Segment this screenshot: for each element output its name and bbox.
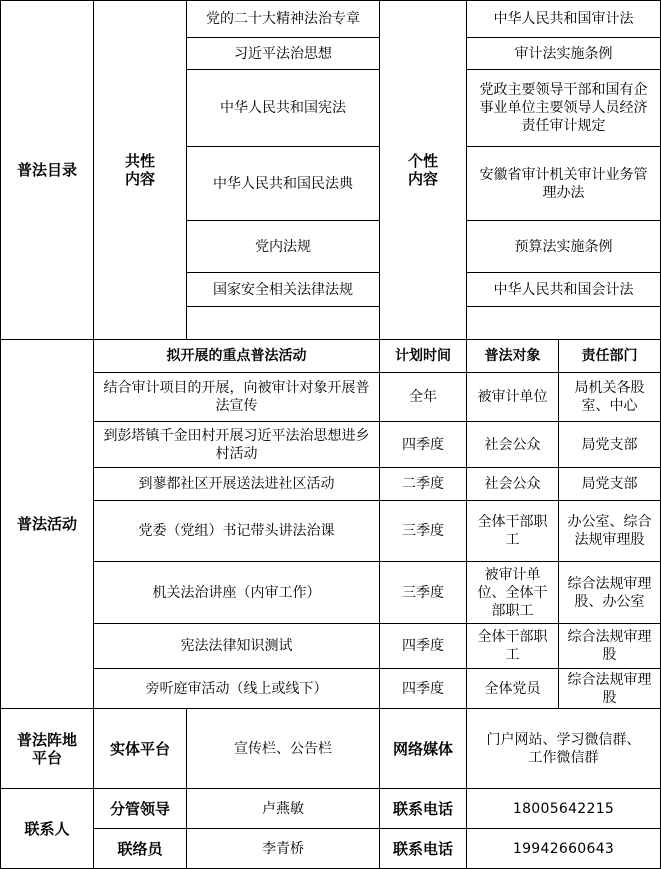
activity-cell: 宪法法律知识测试 [93, 623, 380, 669]
special-item: 预算法实施条例 [466, 220, 661, 273]
target-cell: 社会公众 [466, 421, 559, 468]
activity-cell: 结合审计项目的开展，向被审计对象开展普法宣传 [93, 372, 380, 422]
special-item-empty [466, 306, 661, 340]
section-label-activities: 普法活动 [0, 339, 94, 709]
liaison-phone-label: 联系电话 [379, 828, 467, 869]
department-cell: 综合法规审理股、办公室 [558, 561, 661, 624]
time-cell: 二季度 [379, 467, 467, 501]
time-cell: 四季度 [379, 668, 467, 709]
activity-cell: 到彭塔镇千金田村开展习近平法治思想进乡村活动 [93, 421, 380, 468]
common-item: 习近平法治思想 [186, 37, 380, 70]
time-header: 计划时间 [379, 339, 467, 373]
section-label-catalog: 普法目录 [0, 0, 94, 340]
common-item: 中华人民共和国民法典 [186, 146, 380, 221]
activity-cell: 到蓼都社区开展送法进社区活动 [93, 467, 380, 501]
target-cell: 被审计单位、全体干部职工 [466, 561, 559, 624]
leader-phone: 18005642215 [466, 788, 661, 829]
leader-label: 分管领导 [93, 788, 187, 829]
time-cell: 三季度 [379, 500, 467, 562]
section-label-contact: 联系人 [0, 788, 94, 869]
leader-phone-label: 联系电话 [379, 788, 467, 829]
activity-cell: 机关法治讲座（内审工作） [93, 561, 380, 624]
time-cell: 全年 [379, 372, 467, 422]
section-label-platform: 普法阵地 平台 [0, 708, 94, 789]
department-cell: 局党支部 [558, 421, 661, 468]
common-item: 党内法规 [186, 220, 380, 273]
department-header: 责任部门 [558, 339, 661, 373]
special-item: 党政主要领导干部和国有企事业单位主要领导人员经济责任审计规定 [466, 69, 661, 147]
liaison-name: 李青桥 [186, 828, 380, 869]
physical-platform-value: 宣传栏、公告栏 [186, 708, 380, 789]
special-content-label: 个性 内容 [379, 0, 467, 340]
target-cell: 被审计单位 [466, 372, 559, 422]
special-item: 中华人民共和国审计法 [466, 0, 661, 38]
target-cell: 全体干部职工 [466, 623, 559, 669]
target-cell: 全体党员 [466, 668, 559, 709]
common-content-label: 共性 内容 [93, 0, 187, 340]
activity-cell: 旁听庭审活动（线上或线下） [93, 668, 380, 709]
activity-cell: 党委（党组）书记带头讲法治课 [93, 500, 380, 562]
target-cell: 社会公众 [466, 467, 559, 501]
department-cell: 综合法规审理股 [558, 668, 661, 709]
department-cell: 局机关各股室、中心 [558, 372, 661, 422]
common-item: 党的二十大精神法治专章 [186, 0, 380, 38]
department-cell: 办公室、综合法规审理股 [558, 500, 661, 562]
department-cell: 局党支部 [558, 467, 661, 501]
time-cell: 四季度 [379, 623, 467, 669]
common-item-empty [186, 306, 380, 340]
target-header: 普法对象 [466, 339, 559, 373]
special-item: 中华人民共和国会计法 [466, 272, 661, 307]
leader-name: 卢燕敏 [186, 788, 380, 829]
common-item: 中华人民共和国宪法 [186, 69, 380, 147]
activity-header: 拟开展的重点普法活动 [93, 339, 380, 373]
target-cell: 全体干部职工 [466, 500, 559, 562]
time-cell: 三季度 [379, 561, 467, 624]
physical-platform-label: 实体平台 [93, 708, 187, 789]
liaison-label: 联络员 [93, 828, 187, 869]
special-item: 审计法实施条例 [466, 37, 661, 70]
special-item: 安徽省审计机关审计业务管理办法 [466, 146, 661, 221]
department-cell: 综合法规审理股 [558, 623, 661, 669]
common-item: 国家安全相关法律法规 [186, 272, 380, 307]
liaison-phone: 19942660643 [466, 828, 661, 869]
network-media-label: 网络媒体 [379, 708, 467, 789]
network-media-value: 门户网站、学习微信群、工作微信群 [466, 708, 661, 789]
time-cell: 四季度 [379, 421, 467, 468]
